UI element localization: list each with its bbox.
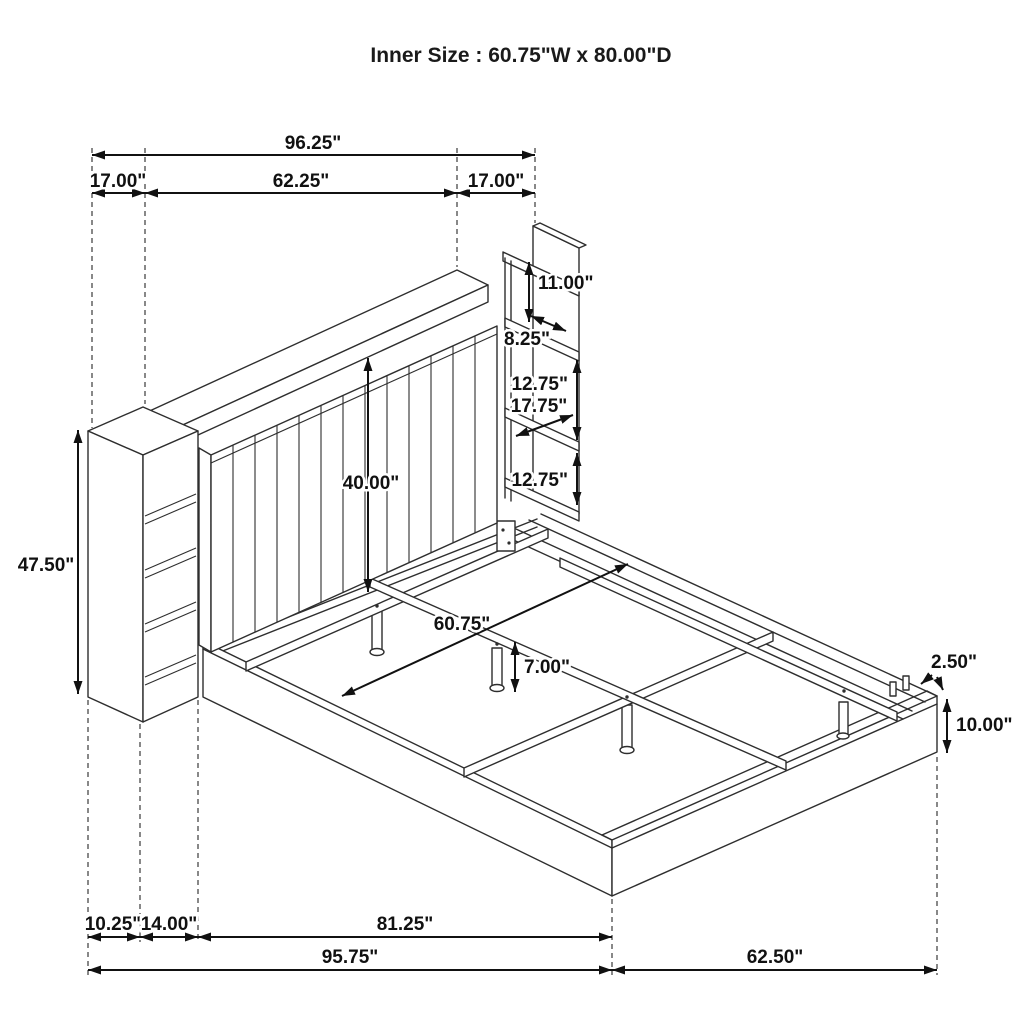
center-support-rail: [560, 558, 897, 721]
center-support-rail: [370, 578, 786, 770]
leg: [620, 705, 634, 754]
leg: [490, 648, 504, 692]
dim-shelf-opening-bottom: 12.75": [511, 470, 568, 491]
dim-pier-shelf-depth: 14.00": [140, 914, 198, 935]
dim-frame-depth: 81.25": [376, 914, 434, 935]
cross-rail: [464, 632, 773, 777]
dim-rail-height: 10.00": [956, 715, 1013, 736]
dim-overall-depth: 95.75": [321, 947, 379, 968]
page-title: Inner Size : 60.75"W x 80.00"D: [370, 44, 672, 67]
ledge-post: [903, 676, 909, 690]
dim-pier-depth: 17.75": [510, 396, 568, 417]
dim-shelf-opening-top: 11.00": [538, 273, 594, 294]
dim-headboard-height: 40.00": [342, 473, 400, 494]
dim-headboard-width: 62.25": [272, 171, 330, 192]
left-pier-side-panel: [88, 431, 143, 722]
dim-inner-width: 60.75": [433, 614, 491, 635]
dim-right-pier-width: 17.00": [467, 171, 525, 192]
right-side-rail: [507, 514, 937, 719]
dim-shelf-depth: 8.25": [504, 329, 550, 350]
dim-pier-height: 47.50": [17, 555, 75, 576]
leg: [837, 702, 849, 739]
dim-rail-ledge: 2.50": [931, 652, 977, 673]
left-pier-shelf-cavity: [143, 431, 198, 722]
dim-pier-side-depth: 10.25": [84, 914, 142, 935]
dim-shelf-opening-mid: 12.75": [511, 374, 568, 395]
rail-bracket: [497, 521, 515, 551]
ledge-post: [890, 682, 896, 696]
left-pier-shelf-tower: [88, 407, 198, 722]
dim-left-pier-width: 17.00": [89, 171, 147, 192]
dim-leg-height: 7.00": [524, 657, 570, 678]
dim-footboard-width: 62.50": [746, 947, 804, 968]
dim-overall-width: 96.25": [284, 133, 342, 154]
